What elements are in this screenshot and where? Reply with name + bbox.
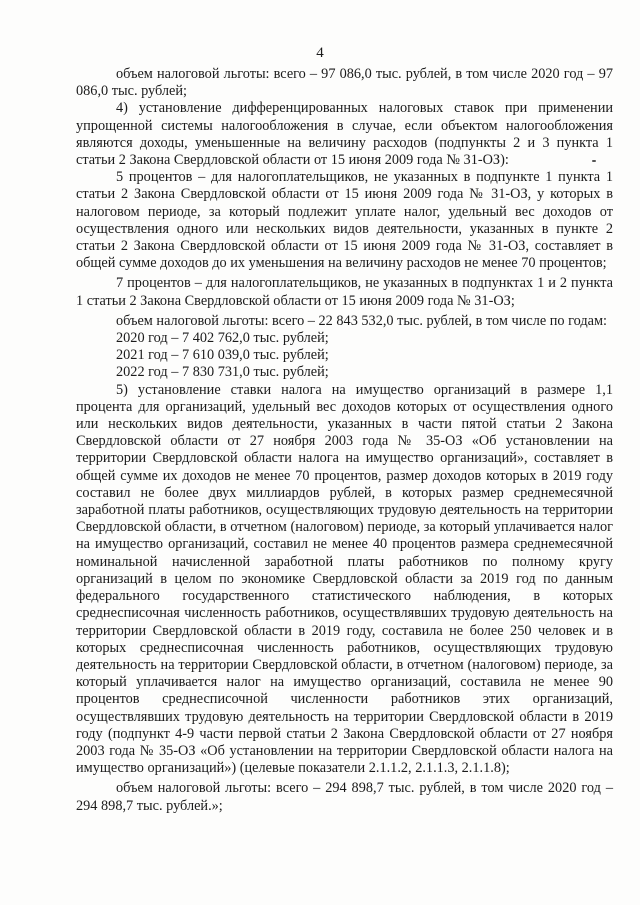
paragraph-rate-7-percent: 7 процентов – для налогоплательщиков, не указанных в подпунктах 1 и 2 пункта 1 статьи 2 Закона Свердловской области от 15 июня 2009 года № 31-ОЗ; [76, 275, 613, 309]
year-2022-amount: 2022 год – 7 830 731,0 тыс. рублей; [116, 364, 329, 381]
paragraph-item-5: 5) установление ставки налога на имущество организаций в размере 1,1 процента для организаций, удельный вес доходов которых от осуществления одного или нескольких видов деятельности, указанных в части пятой статьи 2 Закона Свердловской области от 27 ноября 2003 года № 35-ОЗ «Об установлении на территории Свердловской области налога на имущество организаций», составляет в общей сумме их доходов не менее 70 процентов, размер доходов которых в 2019 году составил не более двух миллиардов рублей, в которых размер среднемесячной заработной платы работников, осуществляющих трудовую деятельность на территории Свердловской области, в отчетном (налоговом) периоде, за который уплачивается налог на имущество организаций, составил не менее 40 процентов размера среднемесячной номинальной начисленной заработной платы работников по полному кругу организаций в целом по экономике Свердловской области за 2019 год по данным федерального государственного статистического наблюдения, в которых среднесписочная численность работников, осуществлявших трудовую деятельность на территории Свердловской области в 2019 году, составила не более 250 человек и в которых среднесписочная численность работников, осуществляющих трудовую деятельность на территории Свердловской области, в отчетном (налоговом) периоде, за который уплачивается налог на имущество организаций, составила не менее 90 процентов среднесписочной численности работников этих организаций, осуществлявших трудовую деятельность на территории Свердловской области в 2019 году (подпункт 4-9 части первой статьи 2 Закона Свердловской области от 27 ноября 2003 года № 35-ОЗ «Об установлении на территории Свердловской области налога на имущество организаций») (целевые показатели 2.1.1.2, 2.1.1.3, 2.1.1.8); [76, 381, 613, 777]
paragraph-tax-relief-volume-3: объем налоговой льготы: всего – 294 898,7 тыс. рублей, в том числе 2020 год – 294 898,7 тыс. рублей.»; [76, 780, 613, 814]
year-2021-amount: 2021 год – 7 610 039,0 тыс. рублей; [116, 347, 329, 364]
year-2020-amount: 2020 год – 7 402 762,0 тыс. рублей; [116, 330, 329, 347]
paragraph-item-4: 4) установление дифференцированных налоговых ставок при применении упрощенной системы налогообложения в случае, если объектом налогообложения являются доходы, уменьшенные на величину расходов (подпункты 2 и 3 пункта 1 статьи 2 Закона Свердловской области от 15 июня 2009 года № 31-ОЗ): [76, 100, 613, 169]
document-body [76, 66, 613, 815]
paragraph-rate-5-percent: 5 процентов – для налогоплательщиков, не указанных в подпункте 1 пункта 1 статьи 2 Закона Свердловской области от 15 июня 2009 года № 31-ОЗ, у которых в налоговом периоде, за который подлежит уплате налог, удельный вес доходов от осуществления одного или нескольких видов деятельности, указанных в пункте 2 статьи 2 Закона Свердловской области от 15 июня 2009 года № 31-ОЗ, составляет в общей сумме доходов до их уменьшения на величину расходов не менее 70 процентов; [76, 169, 613, 272]
paragraph-tax-relief-volume-1: объем налоговой льготы: всего – 97 086,0 тыс. рублей, в том числе 2020 год – 97 086,0 тыс. рублей; [76, 66, 613, 100]
page-number: 4 [316, 45, 324, 61]
paragraph-tax-relief-volume-2: объем налоговой льготы: всего – 22 843 532,0 тыс. рублей, в том числе по годам: [116, 312, 608, 329]
